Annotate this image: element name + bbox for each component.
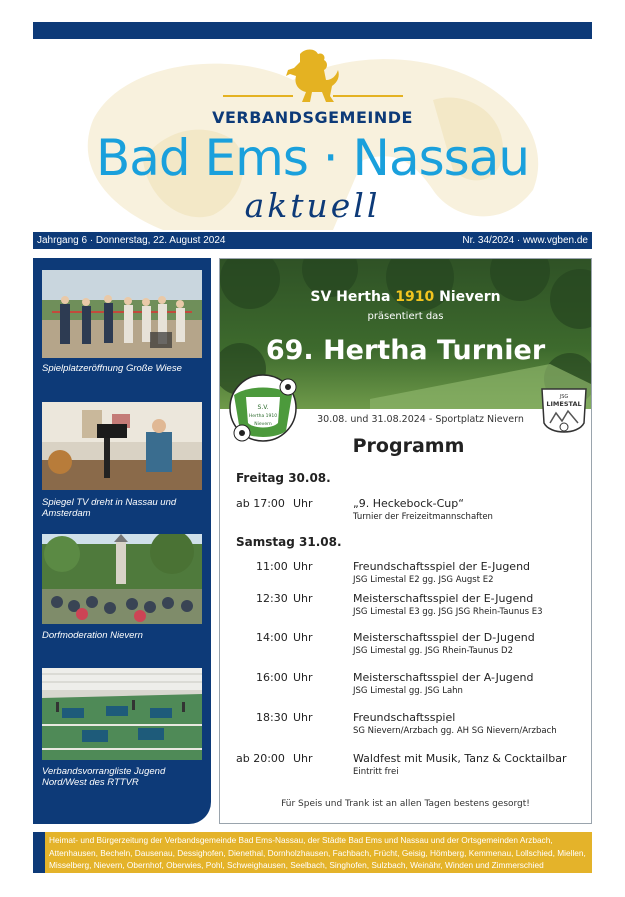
footer-text: Heimat- und Bürgerzeitung der Verbandsgemeinde Bad Ems-Nassau, der Städte Bad Ems und Nassau und der Ortsgemeinden Arzbach, Attenhausen, Becheln, Dausenau, Dessighofen, Dienethal, Dornholzhausen, Fachbach, Frücht, Geisig, Hömberg, Kemmenau, Lollschied, Miellen, Misselberg, Nievern, Obernhof, Oberwies, Pohl, Schweighausen, Seelbach, Singhofen, Sulzbach, Weinähr, Winden und Zimmerschied — [49, 835, 586, 870]
logo-limestal-text-2: LIMESTAL — [546, 400, 582, 408]
program-heading: Programm — [352, 435, 465, 457]
event-title: Meisterschaftsspiel der A-Jugend — [353, 671, 534, 684]
lion-emblem-icon — [280, 46, 346, 106]
event-uhr: Uhr — [293, 671, 313, 684]
event-uhr: Uhr — [293, 752, 313, 765]
event-detail: JSG Limestal E2 gg. JSG Augst E2 — [353, 575, 494, 585]
event-time: 14:00 — [256, 631, 288, 644]
logo-hertha-text-1: S.V. — [257, 404, 269, 411]
club-logo-limestal — [538, 383, 590, 441]
logo-limestal-text-1: JSG — [559, 394, 569, 400]
club-logo-hertha — [228, 373, 298, 443]
masthead — [33, 40, 592, 230]
photo-spiegel-tv[interactable] — [42, 402, 202, 490]
emblem-rule-left — [223, 95, 293, 97]
caption-spiegel-tv: Spiegel TV dreht in Nassau und Amsterdam — [42, 497, 177, 519]
emblem-rule-right — [333, 95, 403, 97]
event-time: 12:30 — [256, 592, 288, 605]
event-uhr: Uhr — [293, 631, 313, 644]
event-title: Meisterschaftsspiel der E-Jugend — [353, 592, 534, 605]
event-detail: JSG Limestal E3 gg. JSG JSG Rhein-Taunus E3 — [353, 607, 543, 617]
event-title: „9. Heckebock-Cup“ — [353, 497, 464, 510]
club-name-post: Nievern — [439, 289, 501, 305]
masthead-org: VERBANDSGEMEINDE — [212, 108, 413, 127]
club-year: 1910 — [395, 289, 435, 305]
top-bar — [33, 22, 592, 39]
footer-tag-text: Bad Ems — [28, 836, 35, 862]
sidebar-teasers — [33, 258, 211, 824]
masthead-subtitle: aktuell — [244, 186, 381, 225]
issue-info-bar — [33, 232, 592, 249]
event-title: Freundschaftsspiel der E-Jugend — [353, 560, 531, 573]
event-uhr: Uhr — [293, 560, 313, 573]
event-detail: Eintritt frei — [353, 767, 399, 777]
event-uhr: Uhr — [293, 497, 313, 510]
event-dates: 30.08. und 31.08.2024 - Sportplatz Nievern — [317, 414, 524, 425]
event-detail: Turnier der Freizeitmannschaften — [353, 512, 493, 522]
event-uhr: Uhr — [293, 711, 313, 724]
event-title: Freundschaftsspiel — [353, 711, 456, 724]
event-uhr: Uhr — [293, 592, 313, 605]
club-name-pre: SV Hertha — [310, 289, 391, 305]
issue-date: Jahrgang 6 · Donnerstag, 22. August 2024 — [37, 235, 226, 246]
logo-hertha-text-2: Hertha 1910 — [248, 414, 278, 419]
event-time: ab 20:00 — [236, 752, 285, 765]
event-title: 69. Hertha Turnier — [265, 335, 546, 366]
photo-playground-opening[interactable] — [42, 270, 202, 358]
caption-dorfmoderation: Dorfmoderation Nievern — [42, 630, 143, 641]
footer-tag — [28, 832, 45, 873]
event-time: 11:00 — [256, 560, 288, 573]
club-name — [220, 289, 591, 305]
issue-number: Nr. 34/2024 · www.vgben.de — [462, 235, 588, 246]
caption-rttvr: Verbandsvorrangliste Jugend Nord/West des RTTVR — [42, 766, 166, 788]
logo-hertha-text-3: Nievern — [254, 422, 272, 427]
photo-village-moderation[interactable] — [42, 534, 202, 624]
event-time: 16:00 — [256, 671, 288, 684]
event-time: 18:30 — [256, 711, 288, 724]
day-saturday: Samstag 31.08. — [236, 535, 342, 549]
poster-footnote: Für Speis und Trank ist an allen Tagen bestens gesorgt! — [281, 799, 530, 809]
event-detail: JSG Limestal gg. JSG Lahn — [353, 686, 463, 696]
footer-banner — [28, 832, 592, 873]
masthead-title: Bad Ems · Nassau — [95, 129, 530, 187]
event-detail: SG Nievern/Arzbach gg. AH SG Nievern/Arzbach — [353, 726, 557, 736]
event-title: Waldfest mit Musik, Tanz & Cocktailbar — [353, 752, 567, 765]
event-title: Meisterschaftsspiel der D-Jugend — [353, 631, 535, 644]
day-friday: Freitag 30.08. — [236, 471, 331, 485]
caption-playground: Spielplatzeröffnung Große Wiese — [42, 363, 182, 374]
event-poster — [219, 258, 592, 824]
presents-line: präsentiert das — [367, 311, 444, 322]
photo-table-tennis[interactable] — [42, 668, 202, 760]
event-time: ab 17:00 — [236, 497, 285, 510]
event-detail: JSG Limestal gg. JSG Rhein-Taunus D2 — [353, 646, 514, 656]
